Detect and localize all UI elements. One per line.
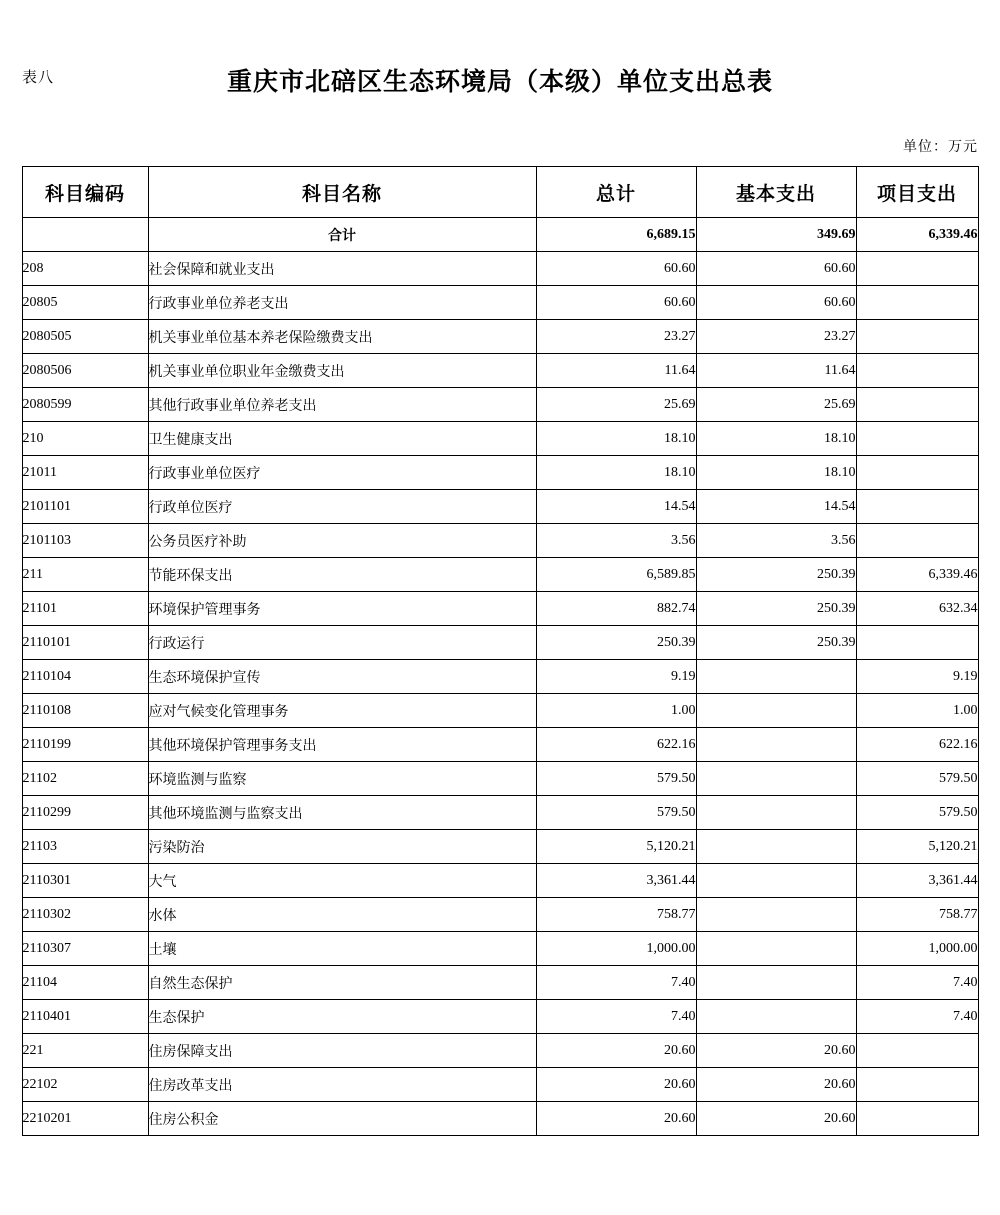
cell-project [856, 422, 978, 456]
cell-project: 6,339.46 [856, 218, 978, 252]
cell-code: 21101 [22, 592, 148, 626]
cell-name: 环境保护管理事务 [148, 592, 536, 626]
cell-total: 622.16 [536, 728, 696, 762]
cell-name: 生态环境保护宣传 [148, 660, 536, 694]
cell-project [856, 626, 978, 660]
cell-total: 25.69 [536, 388, 696, 422]
table-row [22, 1102, 978, 1136]
cell-code: 22102 [22, 1068, 148, 1102]
cell-name: 生态保护 [148, 1000, 536, 1034]
cell-project [856, 1102, 978, 1136]
form-number-label: 表八 [22, 70, 55, 86]
table-row [22, 524, 978, 558]
cell-total: 1.00 [536, 694, 696, 728]
cell-project [856, 252, 978, 286]
cell-basic: 11.64 [696, 354, 856, 388]
cell-basic: 25.69 [696, 388, 856, 422]
page-title: 重庆市北碚区生态环境局（本级）单位支出总表 [226, 69, 773, 96]
cell-basic: 18.10 [696, 422, 856, 456]
table-row-total [22, 218, 978, 252]
cell-code: 2101101 [22, 490, 148, 524]
cell-code: 211 [22, 558, 148, 592]
cell-total: 882.74 [536, 592, 696, 626]
cell-name: 机关事业单位基本养老保险缴费支出 [148, 320, 536, 354]
table-body [22, 218, 978, 1136]
cell-code: 2110301 [22, 864, 148, 898]
cell-basic [696, 966, 856, 1000]
table-row [22, 354, 978, 388]
cell-name: 行政单位医疗 [148, 490, 536, 524]
table-row [22, 456, 978, 490]
header-row [22, 167, 978, 218]
cell-name: 其他行政事业单位养老支出 [148, 388, 536, 422]
cell-total: 9.19 [536, 660, 696, 694]
cell-total: 6,589.85 [536, 558, 696, 592]
column-header-name: 科目名称 [148, 167, 536, 218]
cell-code: 210 [22, 422, 148, 456]
cell-name: 机关事业单位职业年金缴费支出 [148, 354, 536, 388]
cell-code: 2210201 [22, 1102, 148, 1136]
cell-name: 社会保障和就业支出 [148, 252, 536, 286]
cell-basic [696, 864, 856, 898]
table-row [22, 252, 978, 286]
cell-basic [696, 1000, 856, 1034]
table-row [22, 660, 978, 694]
cell-project: 758.77 [856, 898, 978, 932]
cell-basic: 3.56 [696, 524, 856, 558]
cell-project [856, 490, 978, 524]
cell-project [856, 524, 978, 558]
cell-code: 2110401 [22, 1000, 148, 1034]
cell-code: 2110101 [22, 626, 148, 660]
cell-total: 20.60 [536, 1102, 696, 1136]
table-row [22, 558, 978, 592]
cell-basic [696, 762, 856, 796]
cell-code: 21103 [22, 830, 148, 864]
cell-name: 水体 [148, 898, 536, 932]
cell-project [856, 286, 978, 320]
cell-basic: 250.39 [696, 558, 856, 592]
cell-total: 60.60 [536, 252, 696, 286]
table-row [22, 898, 978, 932]
column-header-project: 项目支出 [856, 167, 978, 218]
cell-basic: 23.27 [696, 320, 856, 354]
column-header-code: 科目编码 [22, 167, 148, 218]
cell-basic: 60.60 [696, 286, 856, 320]
cell-total: 7.40 [536, 1000, 696, 1034]
cell-total: 20.60 [536, 1068, 696, 1102]
cell-total: 6,689.15 [536, 218, 696, 252]
unit-note: 单位：万元 [903, 140, 978, 155]
cell-project: 5,120.21 [856, 830, 978, 864]
cell-code: 21011 [22, 456, 148, 490]
cell-code: 2101103 [22, 524, 148, 558]
cell-name: 合计 [148, 218, 536, 252]
table-header [22, 167, 978, 218]
cell-name: 其他环境保护管理事务支出 [148, 728, 536, 762]
cell-name: 住房公积金 [148, 1102, 536, 1136]
cell-basic [696, 660, 856, 694]
cell-code: 2110199 [22, 728, 148, 762]
cell-basic [696, 728, 856, 762]
table-row [22, 728, 978, 762]
cell-code: 2110302 [22, 898, 148, 932]
cell-name: 环境监测与监察 [148, 762, 536, 796]
cell-total: 1,000.00 [536, 932, 696, 966]
cell-code: 21102 [22, 762, 148, 796]
cell-total: 3,361.44 [536, 864, 696, 898]
table-row [22, 864, 978, 898]
cell-code: 2080599 [22, 388, 148, 422]
cell-code: 2110307 [22, 932, 148, 966]
cell-basic: 20.60 [696, 1034, 856, 1068]
cell-total: 7.40 [536, 966, 696, 1000]
cell-project: 7.40 [856, 966, 978, 1000]
table-row [22, 762, 978, 796]
cell-basic: 20.60 [696, 1068, 856, 1102]
table-row [22, 966, 978, 1000]
cell-name: 自然生态保护 [148, 966, 536, 1000]
cell-project [856, 388, 978, 422]
cell-project: 3,361.44 [856, 864, 978, 898]
cell-total: 11.64 [536, 354, 696, 388]
document-page [0, 62, 1000, 1136]
cell-basic [696, 694, 856, 728]
cell-basic: 250.39 [696, 626, 856, 660]
cell-basic: 349.69 [696, 218, 856, 252]
cell-total: 579.50 [536, 762, 696, 796]
cell-name: 其他环境监测与监察支出 [148, 796, 536, 830]
table-row [22, 490, 978, 524]
cell-name: 节能环保支出 [148, 558, 536, 592]
cell-total: 758.77 [536, 898, 696, 932]
cell-total: 579.50 [536, 796, 696, 830]
cell-name: 住房保障支出 [148, 1034, 536, 1068]
cell-name: 公务员医疗补助 [148, 524, 536, 558]
cell-total: 18.10 [536, 456, 696, 490]
cell-project: 1.00 [856, 694, 978, 728]
cell-total: 18.10 [536, 422, 696, 456]
cell-name: 住房改革支出 [148, 1068, 536, 1102]
table-row [22, 932, 978, 966]
cell-code: 2110299 [22, 796, 148, 830]
cell-name: 卫生健康支出 [148, 422, 536, 456]
cell-basic [696, 932, 856, 966]
cell-name: 行政运行 [148, 626, 536, 660]
cell-basic: 18.10 [696, 456, 856, 490]
table-row [22, 626, 978, 660]
cell-total: 14.54 [536, 490, 696, 524]
cell-code [22, 218, 148, 252]
cell-total: 5,120.21 [536, 830, 696, 864]
cell-project: 7.40 [856, 1000, 978, 1034]
cell-project: 632.34 [856, 592, 978, 626]
cell-basic: 60.60 [696, 252, 856, 286]
table-row [22, 830, 978, 864]
cell-name: 行政事业单位养老支出 [148, 286, 536, 320]
cell-basic [696, 830, 856, 864]
cell-project: 622.16 [856, 728, 978, 762]
cell-basic: 14.54 [696, 490, 856, 524]
cell-project: 9.19 [856, 660, 978, 694]
cell-basic: 250.39 [696, 592, 856, 626]
cell-total: 20.60 [536, 1034, 696, 1068]
table-row [22, 1068, 978, 1102]
expenditure-table [22, 166, 979, 1136]
cell-code: 2080505 [22, 320, 148, 354]
cell-project: 579.50 [856, 796, 978, 830]
cell-name: 行政事业单位医疗 [148, 456, 536, 490]
cell-project: 6,339.46 [856, 558, 978, 592]
table-row [22, 796, 978, 830]
table-row [22, 320, 978, 354]
cell-name: 大气 [148, 864, 536, 898]
table-row [22, 1000, 978, 1034]
table-row [22, 286, 978, 320]
cell-code: 20805 [22, 286, 148, 320]
cell-project: 579.50 [856, 762, 978, 796]
cell-basic [696, 898, 856, 932]
table-row [22, 592, 978, 626]
table-row [22, 422, 978, 456]
cell-code: 2110104 [22, 660, 148, 694]
cell-project [856, 1068, 978, 1102]
cell-basic [696, 796, 856, 830]
cell-project [856, 456, 978, 490]
table-row [22, 388, 978, 422]
cell-name: 应对气候变化管理事务 [148, 694, 536, 728]
column-header-basic: 基本支出 [696, 167, 856, 218]
cell-code: 221 [22, 1034, 148, 1068]
cell-total: 250.39 [536, 626, 696, 660]
cell-total: 60.60 [536, 286, 696, 320]
cell-project: 1,000.00 [856, 932, 978, 966]
cell-project [856, 320, 978, 354]
cell-name: 污染防治 [148, 830, 536, 864]
column-header-total: 总计 [536, 167, 696, 218]
cell-basic: 20.60 [696, 1102, 856, 1136]
cell-code: 2080506 [22, 354, 148, 388]
cell-total: 3.56 [536, 524, 696, 558]
cell-total: 23.27 [536, 320, 696, 354]
cell-name: 土壤 [148, 932, 536, 966]
cell-code: 208 [22, 252, 148, 286]
table-row [22, 1034, 978, 1068]
cell-code: 21104 [22, 966, 148, 1000]
cell-project [856, 354, 978, 388]
table-row [22, 694, 978, 728]
cell-code: 2110108 [22, 694, 148, 728]
cell-project [856, 1034, 978, 1068]
